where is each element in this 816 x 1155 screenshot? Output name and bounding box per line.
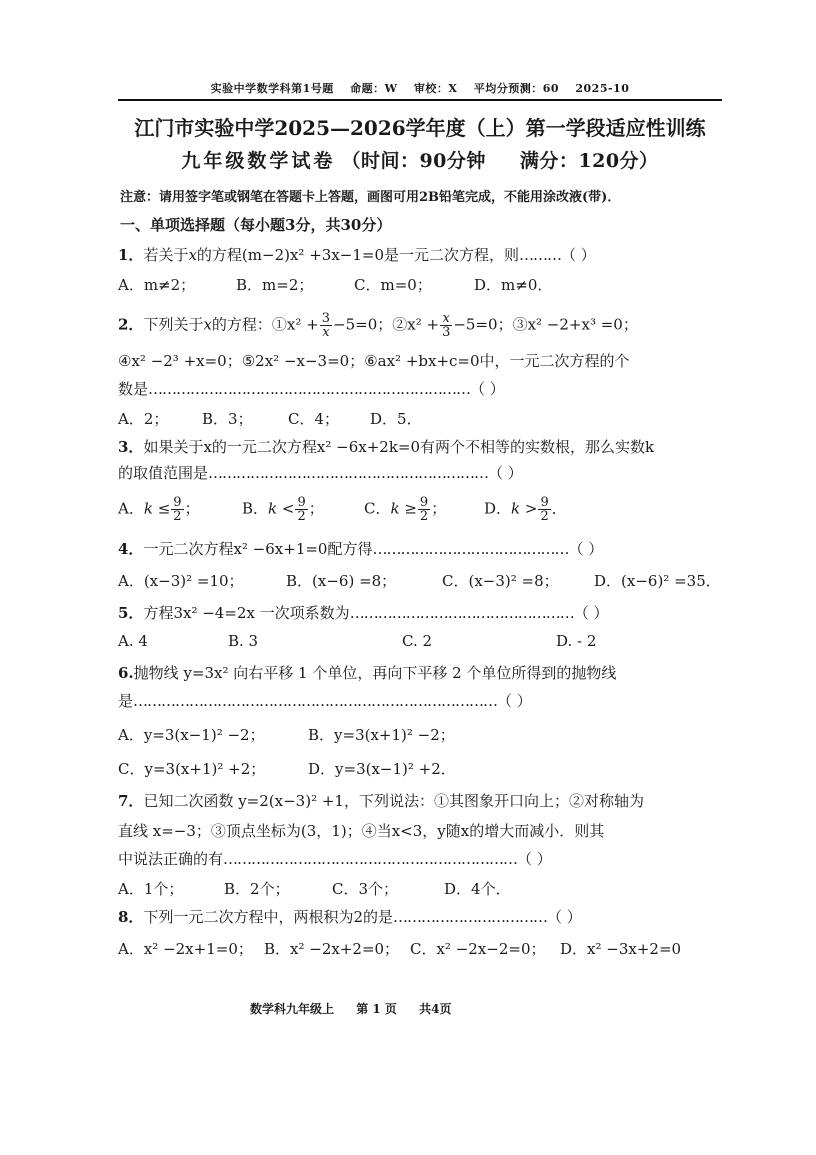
option-c: C．y=3(x+1)² +2；	[118, 760, 266, 778]
option-c: C．3个；	[332, 880, 399, 898]
leader-dots: ……………………………………………………………	[148, 380, 471, 398]
question-number: 1．	[118, 246, 144, 264]
option-c: C．k ≥ $\frac{9}{2}$ ；	[364, 495, 447, 524]
answer-blank: （ ）	[488, 464, 523, 482]
option-b: B．(x−6) =8；	[286, 572, 397, 590]
question-2-line-3	[118, 378, 718, 399]
header-item: 平均分预测：60	[473, 82, 560, 95]
exam-subtitle	[100, 146, 740, 173]
answer-blank: （ ）	[568, 540, 604, 558]
question-7	[118, 790, 718, 811]
fraction: $\frac{x}{3}$	[442, 311, 451, 340]
section-heading: 一、单项选择题（每小题3分，共30分）	[120, 216, 392, 234]
option-b: B．m=2；	[236, 276, 314, 294]
option-c: C．4；	[288, 410, 340, 428]
option-d: D．m≠0．	[474, 276, 553, 294]
header-rule	[118, 99, 722, 101]
option-d: D．(x−6)² =35．	[594, 572, 721, 590]
question-text: 下列一元二次方程中，两根积为2的是	[143, 908, 393, 926]
exam-name: 九年级数学试卷	[181, 150, 336, 172]
leader-dots: …………………………………………	[349, 604, 574, 622]
question-5	[118, 602, 718, 623]
options-q6-row-1	[118, 724, 728, 745]
answer-blank: （ ）	[573, 604, 609, 622]
question-text: −5=0；②x² +	[333, 315, 440, 334]
question-text: 中说法正确的有	[118, 850, 224, 868]
fraction: $\frac{9}{2}$	[297, 495, 306, 524]
leader-dots: ………	[519, 246, 561, 264]
option-c: C. 2	[402, 632, 433, 650]
option-d: D．4个．	[444, 880, 511, 898]
question-text: 的方程(m−2)x² +3x−1=0是一元二次方程，则	[196, 246, 519, 264]
footer-total: 共4页	[419, 1002, 452, 1016]
option-a: A．2；	[118, 410, 169, 428]
answer-blank: （ ）	[497, 692, 532, 710]
header-item: 2025-10	[575, 82, 630, 95]
options-q1	[118, 274, 728, 295]
leader-dots: ……………………………………………………………………	[133, 692, 498, 710]
question-text: 的取值范围是	[118, 464, 209, 482]
options-q3	[118, 496, 728, 523]
question-2-line-2: ④x² −2³ +x=0；⑤2x² −x−3=0；⑥ax² +bx+c=0中，一元二次方程的个	[118, 352, 630, 370]
question-text: 是	[118, 692, 134, 710]
question-8	[118, 906, 718, 927]
options-q5	[118, 632, 728, 650]
option-a: A．m≠2；	[118, 276, 196, 294]
answer-blank: （ ）	[517, 850, 552, 868]
option-a: A. 4	[118, 632, 148, 650]
option-d: D．5．	[370, 410, 422, 428]
page-footer	[250, 1000, 570, 1017]
question-text: −5=0；③x² −2+x³ =0；	[453, 315, 638, 334]
option-b: B. 3	[228, 632, 259, 650]
question-1	[118, 244, 718, 265]
question-4	[118, 538, 718, 559]
options-q7	[118, 878, 728, 899]
footer-subject: 数学科九年级上	[250, 1002, 335, 1016]
exam-time: （时间：90分钟	[341, 150, 486, 172]
header-item: 审校：X	[413, 82, 458, 95]
options-q6-row-2	[118, 758, 728, 779]
question-text: 方程3x² −4=2x 一次项系数为	[143, 604, 350, 622]
option-a: A．(x−3)² =10；	[118, 572, 244, 590]
fraction: $\frac{9}{2}$	[419, 495, 429, 524]
header-item: 命题：W	[350, 82, 398, 95]
question-number: 7．	[118, 792, 144, 810]
option-a: A．k ≤ $\frac{9}{2}$ ；	[118, 495, 200, 524]
leader-dots: ……………………………	[392, 908, 547, 926]
fraction: $\frac{9}{2}$	[173, 495, 182, 524]
question-variable: x	[203, 315, 212, 334]
header-item: 实验中学数学科第1号题	[210, 82, 334, 95]
question-text: 的方程：①x² +	[211, 315, 319, 334]
question-number: 2．	[118, 315, 144, 334]
option-b: B．2个；	[224, 880, 290, 898]
footer-page: 第 1 页	[356, 1002, 397, 1016]
question-text: 一元二次方程x² −6x+1=0配方得	[143, 540, 373, 558]
question-variable: x	[188, 246, 197, 264]
exam-title: 江门市实验中学2025—2026学年度（上）第一学段适应性训练	[134, 116, 706, 140]
option-a: A．1个；	[118, 880, 184, 898]
question-text: 若关于	[143, 246, 189, 264]
option-d: D．y=3(x−1)² +2．	[308, 760, 456, 778]
option-c: C．m=0；	[354, 276, 432, 294]
option-b: B．y=3(x+1)² −2；	[308, 726, 455, 744]
leader-dots: ……………………………………	[372, 540, 569, 558]
exam-note: 注意：请用签字笔或钢笔在答题卡上答题，画图可用2B铅笔完成，不能用涂改液(带)．	[120, 190, 621, 205]
option-b: B．x² −2x+2=0；	[264, 940, 400, 958]
option-c: C．x² −2x−2=0；	[410, 940, 546, 958]
options-q4	[118, 570, 728, 591]
question-3-line-2	[118, 462, 718, 483]
option-d: D．k > $\frac{9}{2}$ ．	[484, 495, 567, 524]
option-c: C．(x−3)² =8；	[442, 572, 559, 590]
question-text: 已知二次函数 y=2(x−3)² +1，下列说法：①其图象开口向上；②对称轴为	[143, 792, 644, 810]
question-7-line-3	[118, 848, 718, 869]
question-number: 6.	[118, 664, 134, 682]
question-number: 8．	[118, 908, 144, 926]
question-number: 5．	[118, 604, 144, 622]
exam-score: 满分：120分）	[519, 150, 659, 172]
fraction: $\frac{3}{x}$	[321, 311, 331, 340]
question-text: 抛物线 y=3x² 向右平移 1 个单位，再向下平移 2 个单位所得到的抛物线	[133, 664, 617, 682]
answer-blank: （ ）	[470, 380, 505, 398]
option-a: A．x² −2x+1=0；	[118, 940, 253, 958]
answer-blank: （ ）	[561, 246, 596, 264]
question-2	[118, 312, 718, 339]
question-text: 数是	[118, 380, 149, 398]
option-d: D．x² −3x+2=0	[560, 940, 682, 958]
fraction: $\frac{9}{2}$	[540, 495, 549, 524]
answer-blank: （ ）	[546, 908, 582, 926]
question-6	[118, 662, 718, 683]
option-a: A．y=3(x−1)² −2；	[118, 726, 265, 744]
option-b: B．3；	[202, 410, 253, 428]
header-info-line	[120, 80, 720, 96]
question-text: 如果关于x的一元二次方程x² −6x+2k=0有两个不相等的实数根，那么实数k	[143, 438, 655, 456]
question-number: 4．	[118, 540, 144, 558]
leader-dots: ………………………………………………………	[223, 850, 518, 868]
question-number: 3．	[118, 438, 144, 456]
question-6-line-2	[118, 690, 718, 711]
option-b: B．k < $\frac{9}{2}$ ；	[242, 495, 324, 524]
option-d: D. - 2	[556, 632, 597, 650]
question-text: 下列关于	[143, 315, 204, 334]
leader-dots: ……………………………………………………	[208, 464, 489, 482]
question-3	[118, 436, 718, 457]
options-q8	[118, 938, 728, 959]
question-7-line-2: 直线 x=−3；③顶点坐标为(3，1)；④当x<3，y随x的增大而减小．则其	[118, 822, 605, 840]
options-q2	[118, 408, 728, 429]
